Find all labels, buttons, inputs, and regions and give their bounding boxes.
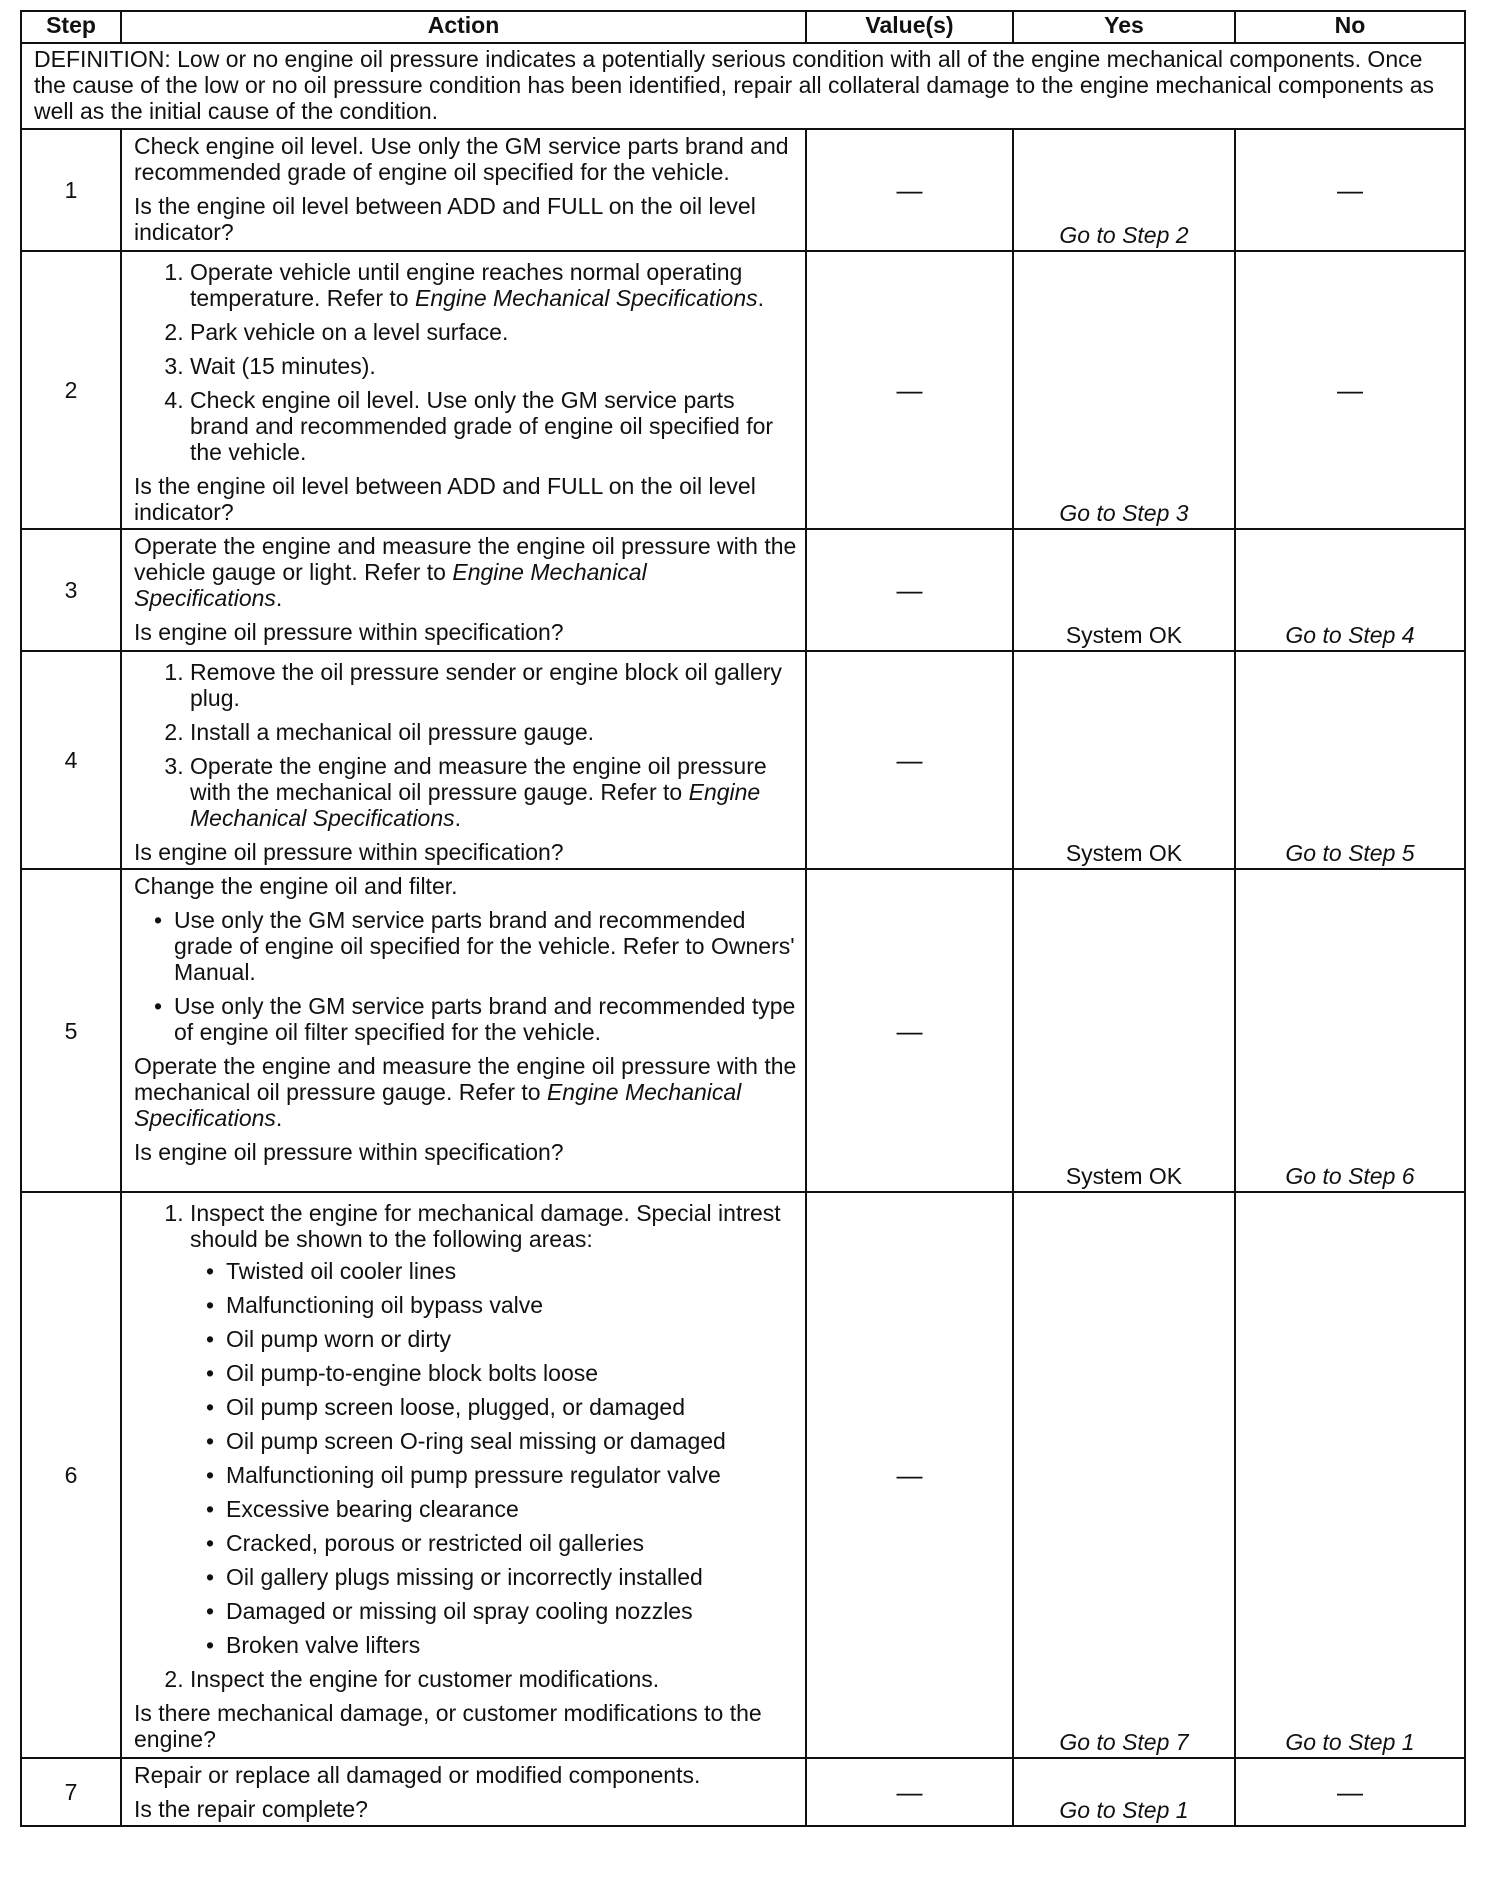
list-item: 2. Inspect the engine for customer modifications. xyxy=(190,1666,797,1692)
list-item: • Damaged or missing oil spray cooling nozzles xyxy=(226,1598,797,1624)
step-value: — xyxy=(806,1758,1013,1826)
step-yes xyxy=(1013,1758,1235,1826)
list-item: • Cracked, porous or restricted oil galleries xyxy=(226,1530,797,1556)
table-row-step-3 xyxy=(21,529,1465,651)
step-action xyxy=(121,129,806,251)
table-header-row xyxy=(21,11,1465,43)
list-item-tail: . xyxy=(757,285,765,311)
table-row-step-4 xyxy=(21,651,1465,869)
list-item: • Twisted oil cooler lines xyxy=(226,1258,797,1284)
action-question: Is engine oil pressure within specification? xyxy=(134,619,564,645)
step-value: — xyxy=(806,251,1013,529)
list-item: • Use only the GM service parts brand and recommended type of engine oil filter specified for the vehicle. xyxy=(174,993,797,1045)
list-item: 4. Check engine oil level. Use only the GM service parts brand and recommended grade of engine oil specified for the vehicle. xyxy=(190,387,797,465)
step-yes xyxy=(1013,129,1235,251)
header-no: No xyxy=(1235,11,1465,43)
step-number: 6 xyxy=(21,1192,121,1758)
action-question: Is the engine oil level between ADD and FULL on the oil level indicator? xyxy=(134,193,756,245)
step-no: — xyxy=(1235,1758,1465,1826)
step-yes: System OK xyxy=(1013,529,1235,651)
paragraph-tail: . xyxy=(275,1105,283,1131)
list-item: • Oil pump screen loose, plugged, or damaged xyxy=(226,1394,797,1420)
step-action xyxy=(121,869,806,1192)
step-action xyxy=(121,251,806,529)
step-action xyxy=(121,651,806,869)
step-action xyxy=(121,1192,806,1758)
action-steps-list xyxy=(134,1200,797,1692)
spec-reference: Engine Mechanical Specifications xyxy=(134,559,647,611)
list-item-tail: . xyxy=(454,805,462,831)
action-question: Is there mechanical damage, or customer modifications to the engine? xyxy=(134,1700,762,1752)
intro-text: Operate the engine and measure the engine oil pressure with the vehicle gauge or light. Refer to xyxy=(134,533,797,585)
step-value: — xyxy=(806,129,1013,251)
table-row-step-1 xyxy=(21,129,1465,251)
list-item xyxy=(190,1200,797,1658)
step-action xyxy=(121,1758,806,1826)
action-bullets xyxy=(134,907,797,1045)
table-row-step-6 xyxy=(21,1192,1465,1758)
list-item: • Malfunctioning oil bypass valve xyxy=(226,1292,797,1318)
step-number: 4 xyxy=(21,651,121,869)
action-paragraph xyxy=(134,1053,797,1131)
action-steps-list xyxy=(134,259,797,465)
list-item: 2. Park vehicle on a level surface. xyxy=(190,319,797,345)
list-item-text: Inspect the engine for mechanical damage. Special intrest should be shown to the following areas: xyxy=(190,1200,781,1252)
definition-row xyxy=(21,43,1465,129)
step-number: 3 xyxy=(21,529,121,651)
yes-result: Go to Step 2 xyxy=(1059,222,1189,248)
step-action xyxy=(121,529,806,651)
action-intro: Change the engine oil and filter. xyxy=(134,873,458,899)
list-item: • Broken valve lifters xyxy=(226,1632,797,1658)
header-action: Action xyxy=(121,11,806,43)
step-number: 7 xyxy=(21,1758,121,1826)
spec-reference: Engine Mechanical Specifications xyxy=(134,1079,742,1131)
step-yes xyxy=(1013,1192,1235,1758)
step-no xyxy=(1235,869,1465,1192)
action-question: Is engine oil pressure within specification? xyxy=(134,1139,564,1165)
step-no xyxy=(1235,651,1465,869)
no-result: Go to Step 1 xyxy=(1285,1729,1415,1755)
list-item xyxy=(190,753,797,831)
yes-result: Go to Step 7 xyxy=(1059,1729,1189,1755)
diagnostic-table-sheet xyxy=(20,10,1464,1827)
list-item xyxy=(190,259,797,311)
yes-result: Go to Step 3 xyxy=(1059,500,1189,526)
list-item: • Use only the GM service parts brand and recommended grade of engine oil specified for the vehicle. Refer to Owners' Manual. xyxy=(174,907,797,985)
spec-reference: Engine Mechanical Specifications xyxy=(415,285,758,311)
intro-tail: . xyxy=(275,585,283,611)
list-item: 2. Install a mechanical oil pressure gauge. xyxy=(190,719,797,745)
action-question: Is engine oil pressure within specification? xyxy=(134,839,564,865)
header-values: Value(s) xyxy=(806,11,1013,43)
step-value: — xyxy=(806,1192,1013,1758)
list-item: • Excessive bearing clearance xyxy=(226,1496,797,1522)
list-item: • Oil gallery plugs missing or incorrectly installed xyxy=(226,1564,797,1590)
table-row-step-5 xyxy=(21,869,1465,1192)
paragraph-text: Operate the engine and measure the engine oil pressure with the mechanical oil pressure gauge. Refer to xyxy=(134,1053,797,1105)
step-no xyxy=(1235,1192,1465,1758)
list-item: • Malfunctioning oil pump pressure regulator valve xyxy=(226,1462,797,1488)
step-number: 2 xyxy=(21,251,121,529)
list-item-text: Operate the engine and measure the engine oil pressure with the mechanical oil pressure gauge. Refer to xyxy=(190,753,767,805)
header-step: Step xyxy=(21,11,121,43)
table-row-step-7 xyxy=(21,1758,1465,1826)
action-intro xyxy=(134,533,797,611)
step-no: — xyxy=(1235,129,1465,251)
inspection-areas-list xyxy=(190,1258,797,1658)
action-question: Is the engine oil level between ADD and FULL on the oil level indicator? xyxy=(134,473,756,525)
step-yes xyxy=(1013,251,1235,529)
step-number: 5 xyxy=(21,869,121,1192)
step-value: — xyxy=(806,869,1013,1192)
list-item: • Oil pump-to-engine block bolts loose xyxy=(226,1360,797,1386)
no-result: Go to Step 6 xyxy=(1285,1163,1415,1189)
oil-pressure-diagnostic-table xyxy=(20,10,1466,1827)
no-result: Go to Step 5 xyxy=(1285,840,1415,866)
action-intro: Repair or replace all damaged or modified components. xyxy=(134,1762,701,1788)
step-number: 1 xyxy=(21,129,121,251)
list-item: 3. Wait (15 minutes). xyxy=(190,353,797,379)
action-intro: Check engine oil level. Use only the GM service parts brand and recommended grade of engine oil specified for the vehicle. xyxy=(134,133,789,185)
spec-reference: Engine Mechanical Specifications xyxy=(190,779,761,831)
table-row-step-2 xyxy=(21,251,1465,529)
list-item: • Oil pump screen O-ring seal missing or damaged xyxy=(226,1428,797,1454)
action-steps-list xyxy=(134,659,797,831)
list-item: • Oil pump worn or dirty xyxy=(226,1326,797,1352)
step-yes: System OK xyxy=(1013,651,1235,869)
no-result: Go to Step 4 xyxy=(1285,622,1415,648)
action-question: Is the repair complete? xyxy=(134,1796,368,1822)
list-item: 1. Remove the oil pressure sender or engine block oil gallery plug. xyxy=(190,659,797,711)
definition-text: DEFINITION: Low or no engine oil pressure indicates a potentially serious condition with all of the engine mechanical components. Once the cause of the low or no oil pressure condition has been identified, repair all collateral damage to the engine mechanical components as well as the initial cause of the condition. xyxy=(21,43,1465,129)
step-yes: System OK xyxy=(1013,869,1235,1192)
step-no: — xyxy=(1235,251,1465,529)
step-no xyxy=(1235,529,1465,651)
step-value: — xyxy=(806,651,1013,869)
yes-result: Go to Step 1 xyxy=(1059,1797,1189,1823)
step-value: — xyxy=(806,529,1013,651)
header-yes: Yes xyxy=(1013,11,1235,43)
list-item-text: Operate vehicle until engine reaches normal operating temperature. Refer to xyxy=(190,259,743,311)
